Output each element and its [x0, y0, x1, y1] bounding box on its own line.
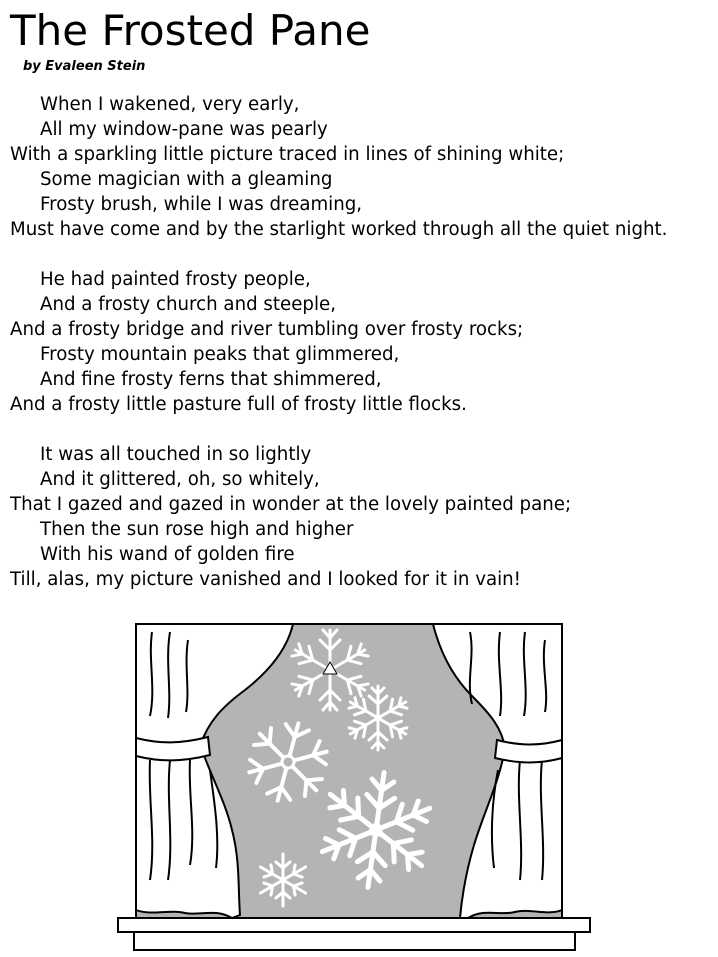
poem-line: It was all touched in so lightly: [40, 444, 312, 465]
poem-line: He had painted frosty people,: [40, 269, 311, 290]
right-tieback: [495, 740, 562, 763]
poem-line: Some magician with a gleaming: [40, 169, 333, 190]
poem-line: Frosty mountain peaks that glimmered,: [40, 344, 400, 365]
poem-line: When I wakened, very early,: [40, 94, 300, 115]
poem-line: And a frosty bridge and river tumbling over frosty rocks;: [10, 319, 524, 340]
poem-title: The Frosted Pane: [10, 6, 371, 55]
poem-line: With his wand of golden fire: [40, 544, 295, 565]
stanza-1: [10, 92, 715, 242]
poem-line: And a frosty little pasture full of frosty little flocks.: [10, 394, 467, 415]
poem-line: Frosty brush, while I was dreaming,: [40, 194, 363, 215]
window-illustration: [117, 620, 595, 952]
stanza-3: [10, 442, 715, 592]
windowsill-top: [118, 918, 590, 932]
poem-line: And fine frosty ferns that shimmered,: [40, 369, 382, 390]
poem-line: Till, alas, my picture vanished and I looked for it in vain!: [10, 569, 521, 590]
poem-line: Must have come and by the starlight worked through all the quiet night.: [10, 219, 668, 240]
poem-line: That I gazed and gazed in wonder at the lovely painted pane;: [10, 494, 572, 515]
stanza-divider: [10, 242, 715, 267]
windowsill-base: [134, 932, 575, 950]
poem-line: And a frosty church and steeple,: [40, 294, 336, 315]
stanza-2: [10, 267, 715, 417]
poem-author: by Evaleen Stein: [23, 59, 146, 74]
poem-line: All my window-pane was pearly: [40, 119, 328, 140]
poem-body: [10, 92, 715, 592]
stanza-divider: [10, 417, 715, 442]
poem-line: Then the sun rose high and higher: [40, 519, 354, 540]
poem-line: With a sparkling little picture traced in lines of shining white;: [10, 144, 565, 165]
poem-line: And it glittered, oh, so whitely,: [40, 469, 320, 490]
